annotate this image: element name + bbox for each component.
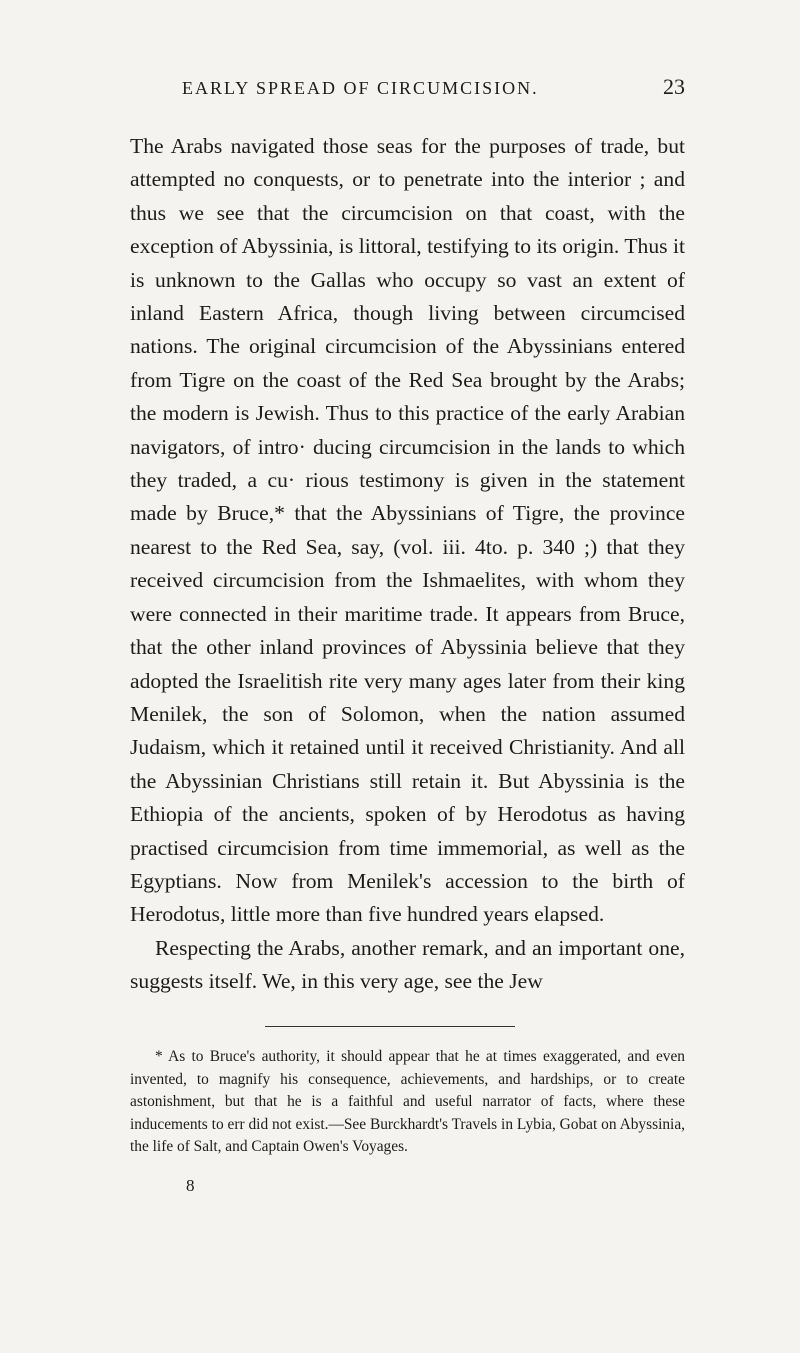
running-head: EARLY SPREAD OF CIRCUMCISION. (182, 78, 539, 98)
signature-mark: 8 (186, 1176, 195, 1195)
paragraph: Respecting the Arabs, another remark, and an important one, suggests itself. We, in this very age, see the Jew (130, 935, 685, 994)
page-number: 23 (663, 74, 685, 99)
page-header (130, 72, 685, 108)
footnote-rule (265, 1026, 515, 1027)
body-text (130, 130, 685, 999)
paragraph: The Arabs navigated those seas for the purposes of trade, but attempted no conquests, or to penetrate into the interior ; and thus we see that the circumcision on that coast, with the exception of Abyssinia, is littoral, testifying to its origin. Thus it is unknown to the Gallas who occupy so vast an extent of inland Eastern Africa, though living between circumcised nations. The original circumcision of the Abyssinians entered from Tigre on the coast of the Red Sea brought by the Arabs; the modern is Jewish. Thus to this practice of the early Arabian navigators, of intro· ducing circumcision in the lands to which they traded, a cu· rious testimony is given in the statement made by Bruce,* that the Abyssinians of Tigre, the province nearest to the Red Sea, say, (vol. iii. 4to. p. 340 ;) that they received circumcision from the Ishmaelites, with whom they were connected in their maritime trade. It appears from Bruce, that the other inland provinces of Abyssinia believe that they adopted the Israelitish rite very many ages later from their king Menilek, the son of Solomon, when the nation assumed Judaism, which it retained until it received Christianity. And all the Abyssinian Christians still retain it. But Abyssinia is the Ethiopia of the ancients, spoken of by Herodotus as having practised circumcision from time immemorial, as well as the Egyptians. Now from Menilek's accession to the birth of Herodotus, little more than five hundred years elapsed. (130, 134, 685, 927)
footnote: * As to Bruce's authority, it should appear that he at times exaggerated, and even invented, to magnify his consequence, achievements, and hardships, or to create astonishment, but that he is a faithful and useful narrator of facts, where these inducements to err did not exist.—See Burckhardt's Travels in Lybia, Gobat on Abyssinia, the life of Salt, and Captain Owen's Voyages. (130, 1048, 685, 1155)
